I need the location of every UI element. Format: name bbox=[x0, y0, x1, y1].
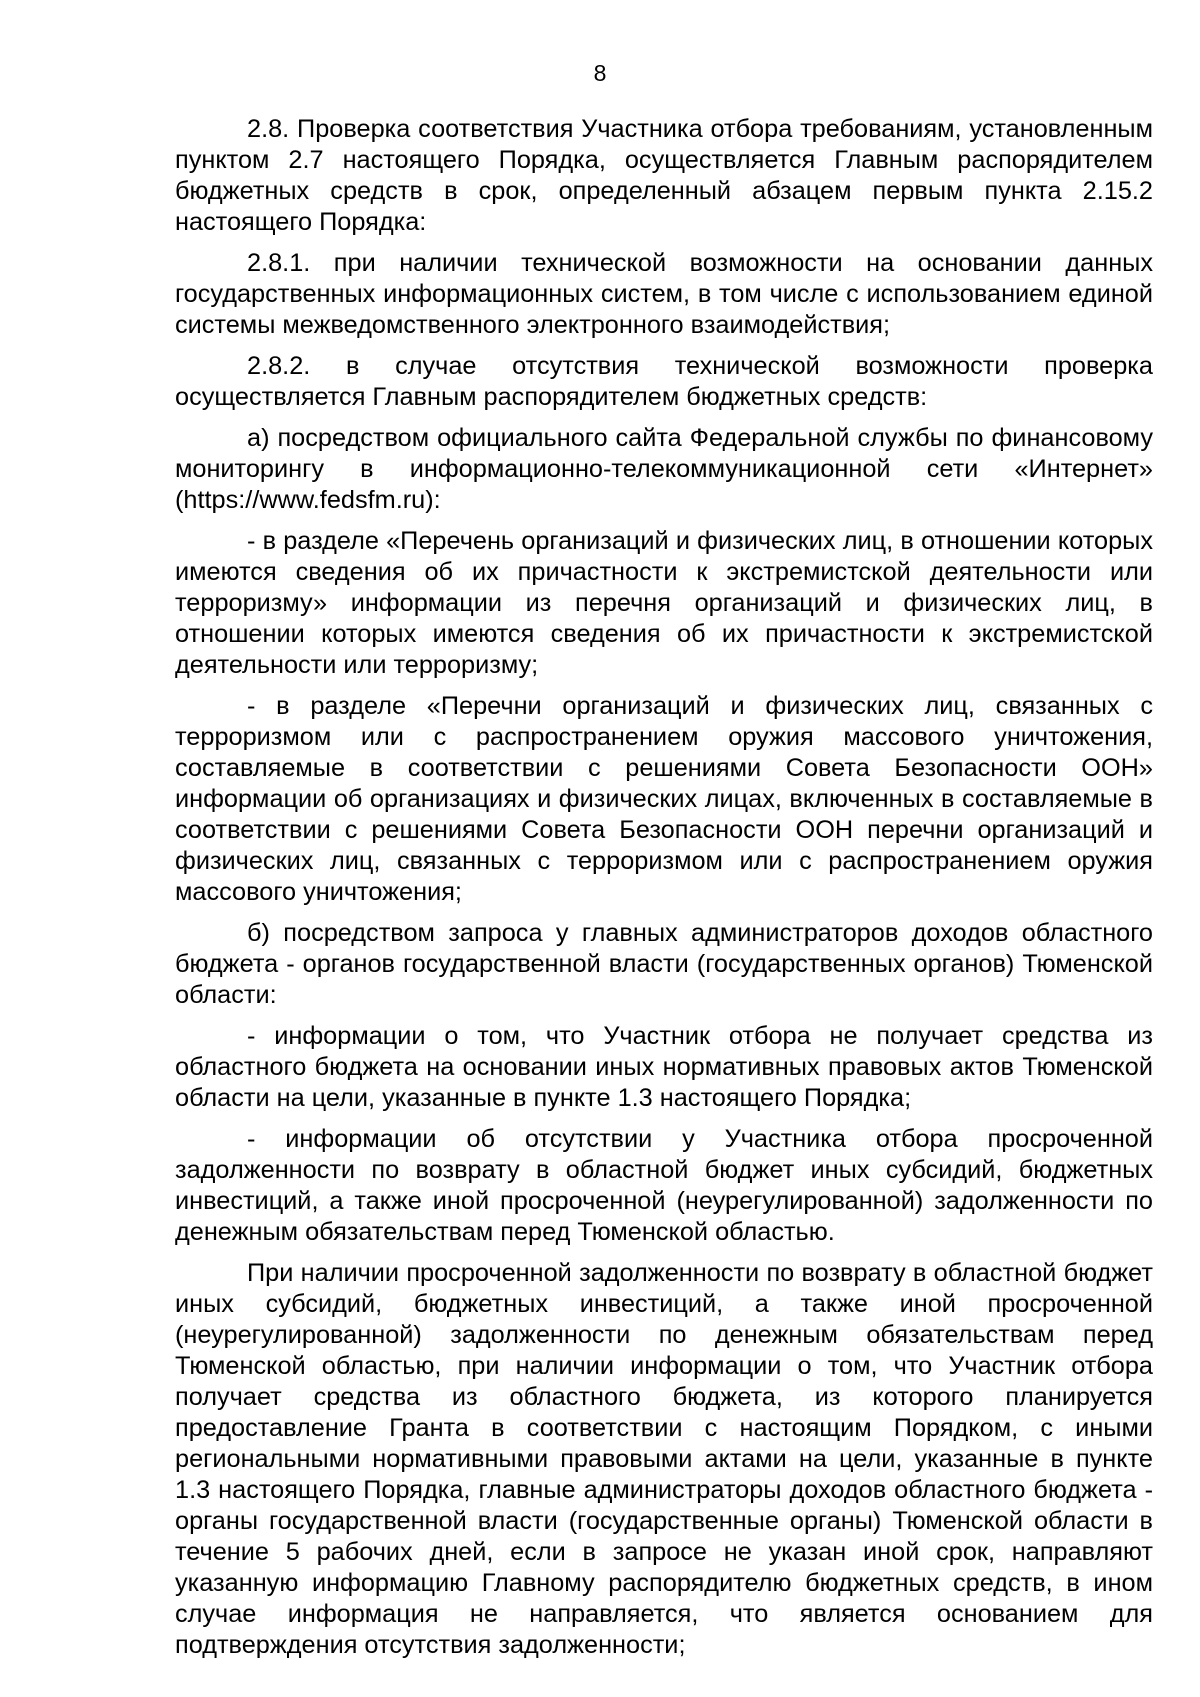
paragraph-no-funds-info: - информации о том, что Участник отбора не получает средства из областного бюджета на основании иных нормативных правовых актов Тюменской области на цели, указанные в пункте 1.3 настоящего Порядка; bbox=[175, 1022, 1153, 1112]
paragraph-debt-procedure: При наличии просроченной задолженности по возврату в областной бюджет иных субсидий, бюджетных инвестиций, а также иной просроченной (неурегулированной) задолженности по денежным обязательствам перед Тюменской областью, при наличии информации о том, что Участник отбора получает средства из областного бюджета, из которого планируется предоставление Гранта в соответствии с настоящим Порядком, с иными региональными нормативными правовыми актами на цели, указанные в пункте 1.3 настоящего Порядка, главные администраторы доходов областного бюджета - органы государственной власти (государственные органы) Тюменской области в течение 5 рабочих дней, если в запросе не указан иной срок, направляют указанную информацию Главному распорядителю бюджетных средств, в ином случае информация не направляется, что является основанием для подтверждения отсутствия задолженности; bbox=[175, 1259, 1153, 1659]
paragraph-a: а) посредством официального сайта Федеральной службы по финансовому мониторингу в информационно-телекоммуникационной сети «Интернет» (https://www.fedsfm.ru): bbox=[175, 424, 1153, 514]
paragraph-no-debt-info: - информации об отсутствии у Участника отбора просроченной задолженности по возврату в областной бюджет иных субсидий, бюджетных инвестиций, а также иной просроченной (неурегулированной) задолженности по денежным обязательствам перед Тюменской областью. bbox=[175, 1125, 1153, 1246]
paragraph-2-8: 2.8. Проверка соответствия Участника отбора требованиям, установленным пунктом 2.7 настоящего Порядка, осуществляется Главным распорядителем бюджетных средств в срок, определенный абзацем первым пункта 2.15.2 настоящего Порядка: bbox=[175, 115, 1153, 236]
paragraph-b: б) посредством запроса у главных администраторов доходов областного бюджета - органов государственной власти (государственных органов) Тюменской области: bbox=[175, 919, 1153, 1009]
paragraph-extremism-list: - в разделе «Перечень организаций и физических лиц, в отношении которых имеются сведения об их причастности к экстремистской деятельности или терроризму» информации из перечня организаций и физических лиц, в отношении которых имеются сведения об их причастности к экстремистской деятельности или терроризму; bbox=[175, 527, 1153, 679]
paragraph-2-8-1: 2.8.1. при наличии технической возможности на основании данных государственных информационных систем, в том числе с использованием единой системы межведомственного электронного взаимодействия; bbox=[175, 249, 1153, 339]
document-body bbox=[175, 114, 1153, 1671]
paragraph-un-lists: - в разделе «Перечни организаций и физических лиц, связанных с терроризмом или с распространением оружия массового уничтожения, составляемые в соответствии с решениями Совета Безопасности ООН» информации об организациях и физических лицах, включенных в составляемые в соответствии с решениями Совета Безопасности ООН перечни организаций и физических лиц, связанных с терроризмом или с распространением оружия массового уничтожения; bbox=[175, 692, 1153, 906]
paragraph-2-8-2: 2.8.2. в случае отсутствия технической возможности проверка осуществляется Главным распорядителем бюджетных средств: bbox=[175, 352, 1153, 411]
page-number: 8 bbox=[593, 60, 607, 86]
